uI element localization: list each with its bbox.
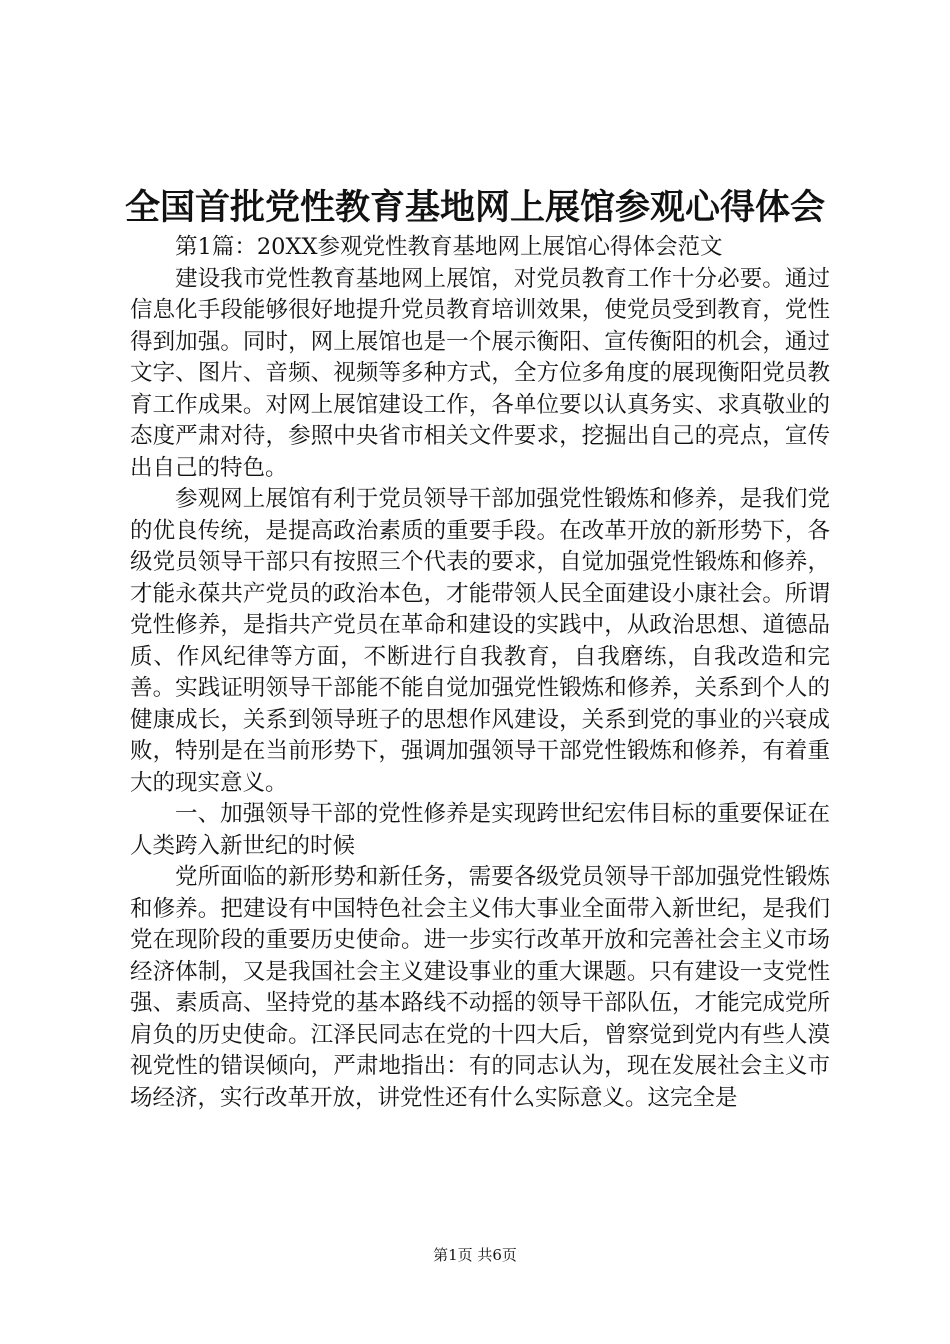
paragraph-2: 参观网上展馆有利于党员领导干部加强党性锻炼和修养，是我们党的优良传统，是提高政治素质的重要手段。在改革开放的新形势下，各级党员领导干部只有按照三个代表的要求，自觉加强党性锻炼和修养，才能永葆共产党员的政治本色，才能带领人民全面建设小康社会。所谓党性修养，是指共产党员在革命和建设的实践中，从政治思想、道德品质、作风纪律等方面，不断进行自我教育，自我磨练，自我改造和完善。实践证明领导干部能不能自觉加强党性锻炼和修养，关系到个人的健康成长，关系到领导班子的思想作风建设，关系到党的事业的兴衰成败，特别是在当前形势下，强调加强领导干部党性锻炼和修养，有着重大的现实意义。 bbox=[130, 486, 830, 796]
page-number-footer: 第1页 共6页 bbox=[433, 1246, 517, 1264]
paragraph-4: 党所面临的新形势和新任务，需要各级党员领导干部加强党性锻炼和修养。把建设有中国特色社会主义伟大事业全面带入新世纪，是我们党在现阶段的重要历史使命。进一步实行改革开放和完善社会主义市场经济体制，又是我国社会主义建设事业的重大课题。只有建设一支党性强、素质高、坚持党的基本路线不动摇的领导干部队伍，才能完成党所肩负的历史使命。江泽民同志在党的十四大后，曾察觉到党内有些人漠视党性的错误倾向，严肃地指出：有的同志认为，现在发展社会主义市场经济，实行改革开放，讲党性还有什么实际意义。这完全是 bbox=[130, 864, 830, 1111]
paragraph-1: 建设我市党性教育基地网上展馆，对党员教育工作十分必要。通过信息化手段能够很好地提升党员教育培训效果，使党员受到教育，党性得到加强。同时，网上展馆也是一个展示衡阳、宣传衡阳的机会，通过文字、图片、音频、视频等多种方式，全方位多角度的展现衡阳党员教育工作成果。对网上展馆建设工作，各单位要以认真务实、求真敬业的态度严肃对待，参照中央省市相关文件要求，挖掘出自己的亮点，宣传出自己的特色。 bbox=[130, 265, 830, 481]
document-body bbox=[130, 232, 830, 1114]
section-heading: 第1篇：20XX参观党性教育基地网上展馆心得体会范文 bbox=[175, 234, 723, 260]
paragraph-3: 一、加强领导干部的党性修养是实现跨世纪宏伟目标的重要保证在人类跨入新世纪的时候 bbox=[130, 801, 830, 859]
document-title: 全国首批党性教育基地网上展馆参观心得体会 bbox=[124, 188, 825, 228]
